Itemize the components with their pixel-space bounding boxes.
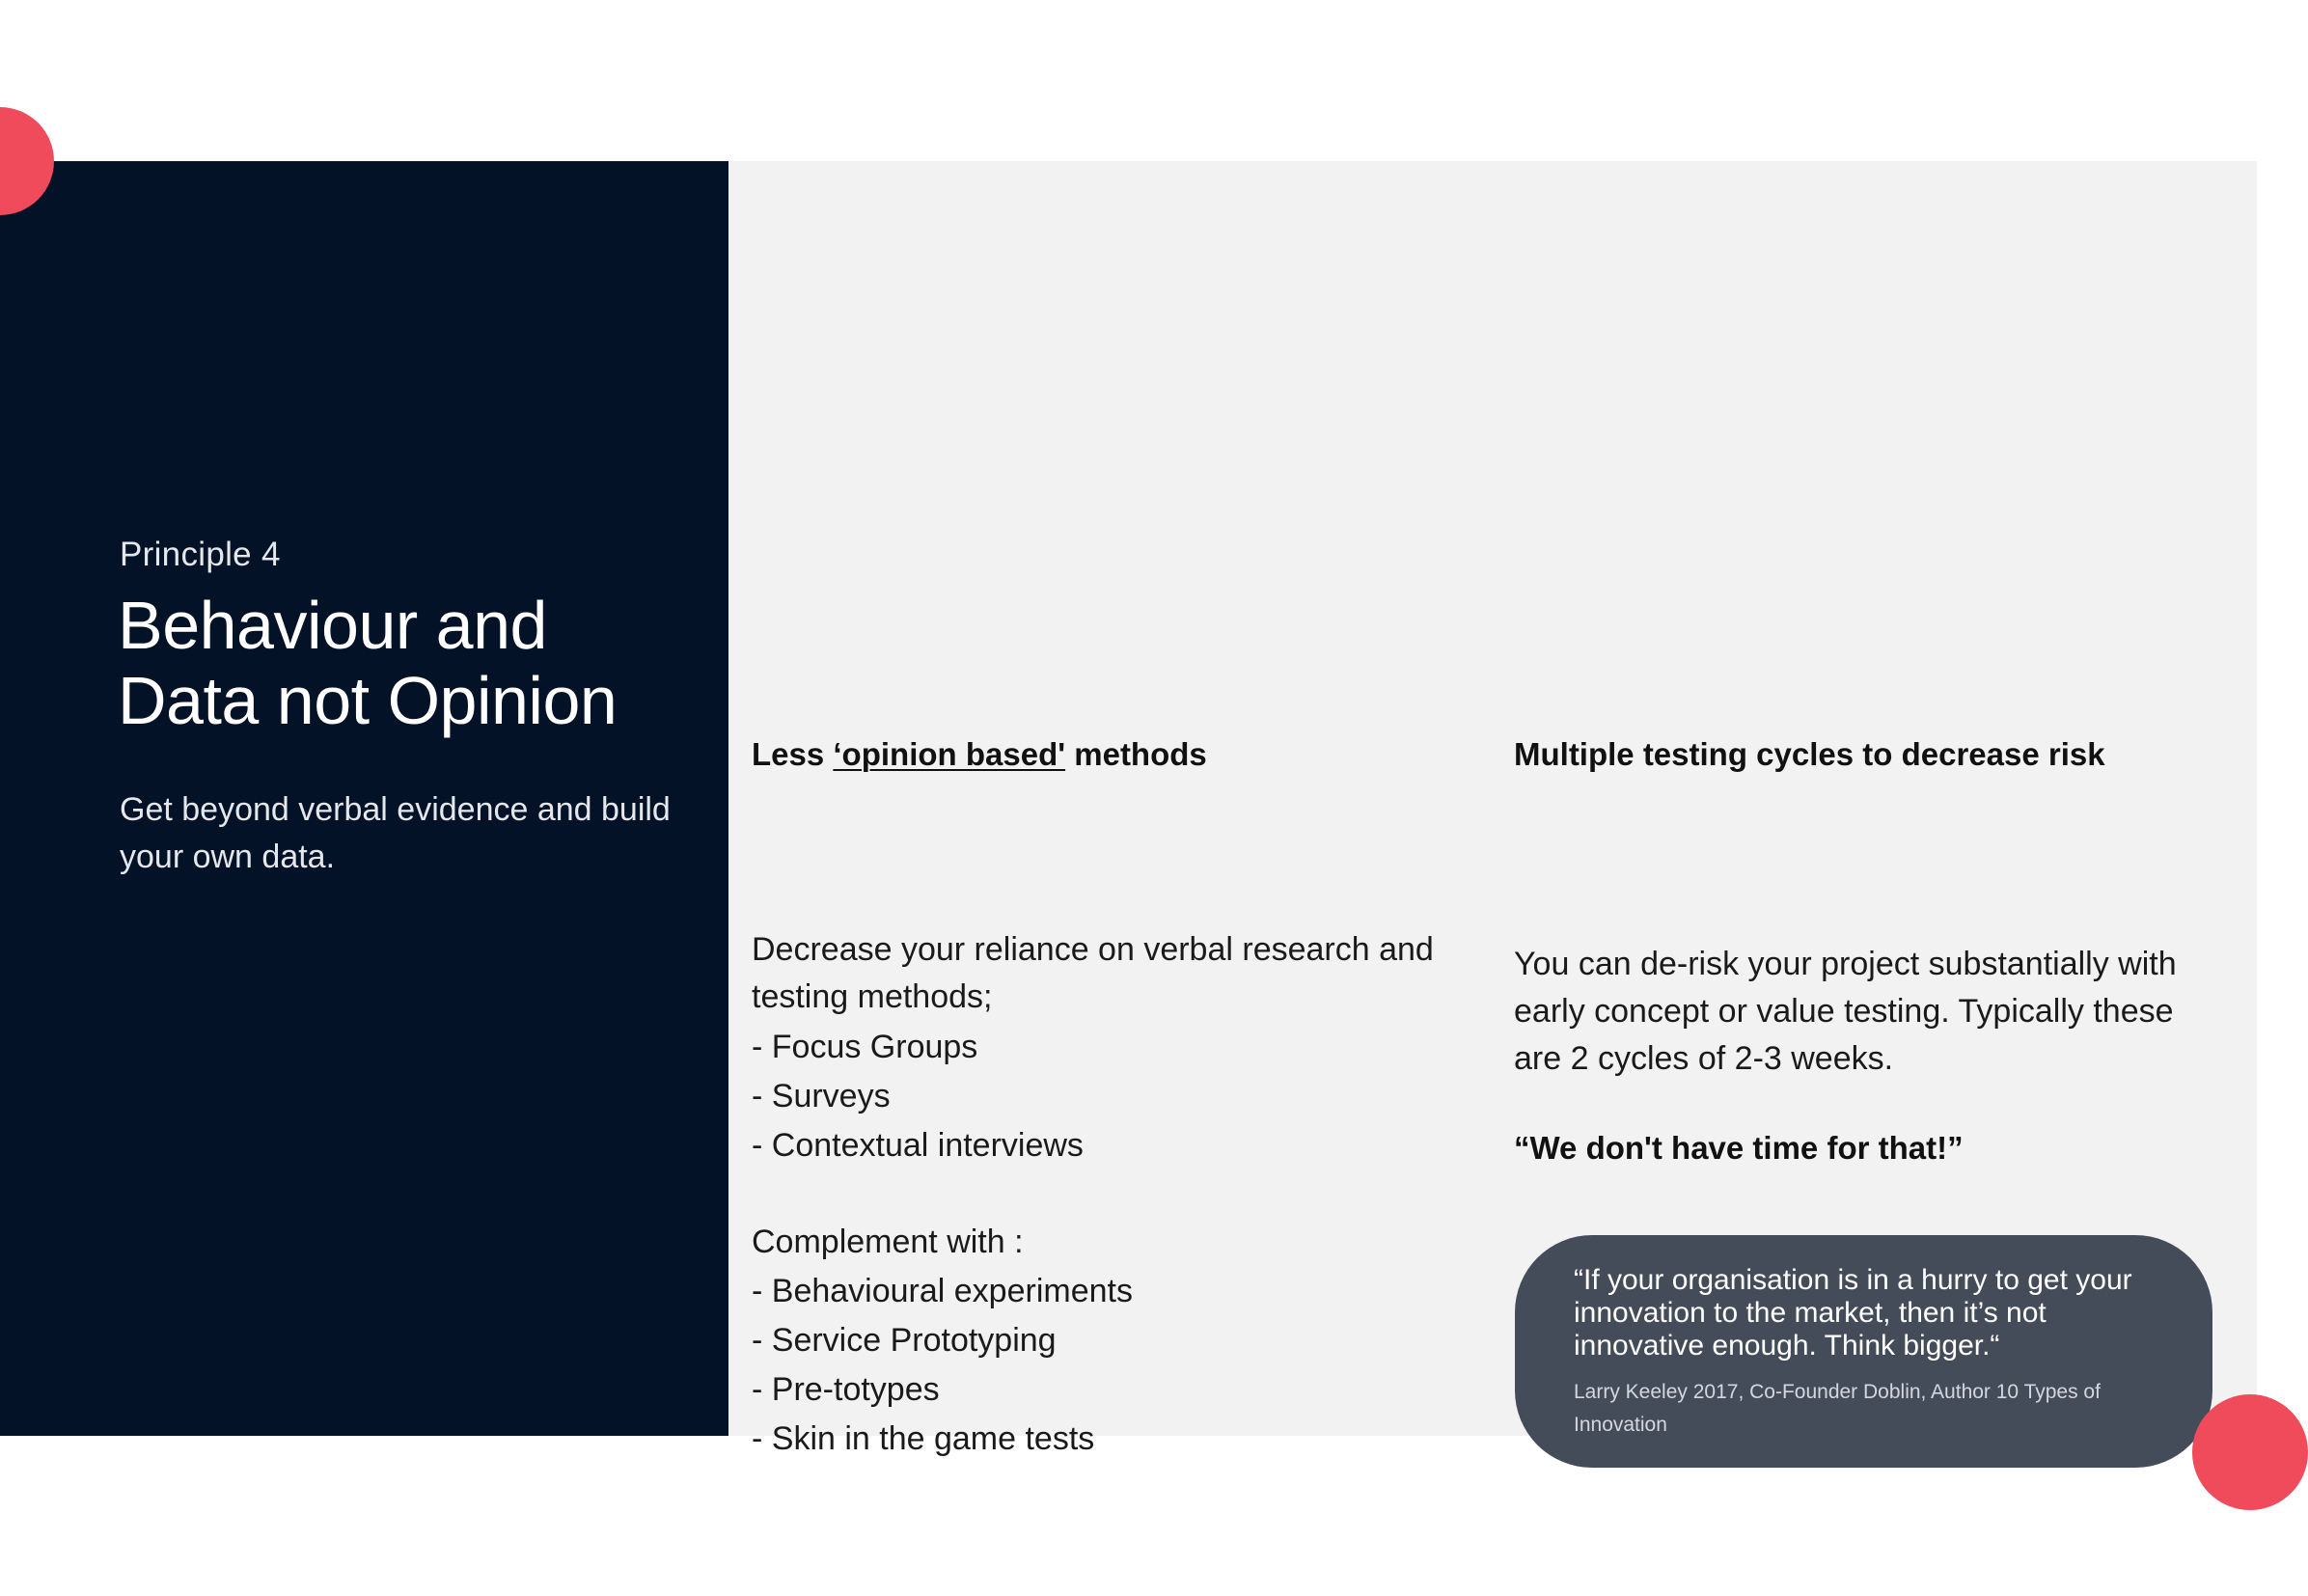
slide-title: Behaviour and Data not Opinion (118, 588, 618, 738)
list-item: - Behavioural experiments (752, 1273, 1133, 1309)
column-2-heading: Multiple testing cycles to decrease risk (1514, 736, 2105, 772)
slide-subtitle: Get beyond verbal evidence and build your own data. (120, 791, 671, 875)
column-1-body (752, 926, 1446, 1464)
principle-label: Principle 4 (120, 536, 281, 573)
callout-text: “We don't have time for that!” (1514, 1130, 1964, 1166)
list-item: - Focus Groups (752, 1029, 978, 1065)
accent-circle-bottom-right (2192, 1394, 2308, 1510)
list-item: - Surveys (752, 1078, 891, 1114)
list-item: - Service Prototyping (752, 1322, 1057, 1359)
accent-circle-top-left (0, 107, 54, 215)
list-item: - Skin in the game tests (752, 1420, 1095, 1457)
intro-text: Decrease your reliance on verbal research and testing methods; (752, 931, 1434, 1015)
slide (0, 161, 2257, 1457)
heading-suffix: methods (1065, 736, 1207, 772)
quote-box (1515, 1235, 2212, 1468)
quote-text: “If your organisation is in a hurry to get your innovation to the market, then it’s not innovative enough. Think bigger.“ (1574, 1264, 2132, 1362)
heading-emphasis: ‘opinion based' (833, 736, 1066, 772)
list-item: - Pre-totypes (752, 1371, 940, 1408)
column-2-body (1514, 941, 2209, 1083)
complement-label: Complement with : (752, 1224, 1024, 1260)
body-text: You can de-risk your project substantially with early concept or value testing. Typically these are 2 cycles of 2-3 weeks. (1514, 946, 2177, 1077)
list-item: - Contextual interviews (752, 1127, 1084, 1164)
column-1-heading (752, 736, 1207, 773)
quote-attribution: Larry Keeley 2017, Co-Founder Doblin, Author 10 Types of Innovation (1574, 1381, 2101, 1436)
heading-prefix: Less (752, 736, 834, 772)
left-panel (0, 161, 728, 1436)
